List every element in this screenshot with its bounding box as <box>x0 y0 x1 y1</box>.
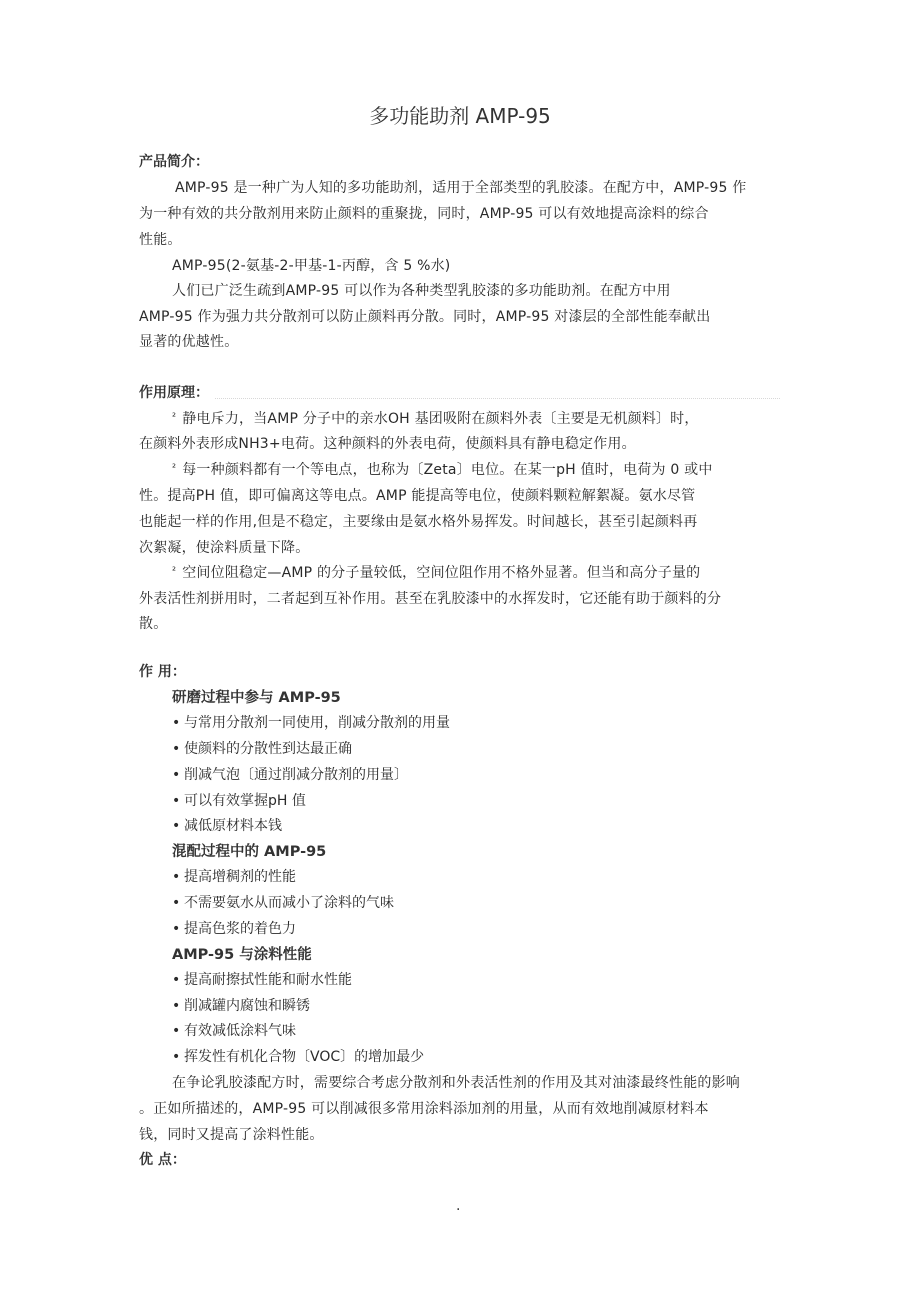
principle-p2-line3: 也能起一样的作用,但是不稳定，主要缘由是氨水格外易挥发。时间越长，甚至引起颜料再 <box>139 514 698 530</box>
intro-p3-line1: 人们已广泛生疏到AMP-95 可以作为各种类型乳胶漆的多功能助剂。在配方中用 <box>172 283 671 299</box>
intro-heading: 产品简介： <box>139 154 209 170</box>
list-item: • 削减罐内腐蚀和瞬锈 <box>172 998 310 1014</box>
intro-p1-line3: 性能。 <box>139 232 182 248</box>
group-performance-title: AMP-95 与涂料性能 <box>172 947 312 963</box>
list-item: • 提高增稠剂的性能 <box>172 869 296 885</box>
principle-p3-line2: 外表活性剂拼用时，二者起到互补作用。甚至在乳胶漆中的水挥发时，它还能有助于颜料的分 <box>139 591 722 607</box>
list-item: • 挥发性有机化合物〔VOC〕的增加最少 <box>172 1049 425 1065</box>
list-item: • 与常用分散剂一同使用，削减分散剂的用量 <box>172 715 450 731</box>
page-footer-mark: . <box>456 1198 461 1214</box>
document-title: 多功能助剂 AMP-95 <box>369 104 551 128</box>
summary-line2: 。正如所描述的，AMP-95 可以削减很多常用涂料添加剂的用量，从而有效地削减原材料本 <box>139 1101 709 1117</box>
principle-p2-line4: 次絮凝，使涂料质量下降。 <box>139 540 310 556</box>
principle-p2-line2: 性。提高PH 值，即可偏离这等电点。AMP 能提高等电位，使颜料颗粒解絮凝。氨水尽管 <box>139 488 696 504</box>
list-item: • 提高耐擦拭性能和耐水性能 <box>172 972 352 988</box>
dotted-divider <box>215 398 780 399</box>
intro-p3-line2: AMP-95 作为强力共分散剂可以防止颜料再分散。同时，AMP-95 对漆层的全部性能奉献出 <box>139 309 711 325</box>
principle-p1-line2: 在颜料外表形成NH3+电荷。这种颜料的外表电荷，使颜料具有静电稳定作用。 <box>139 436 636 452</box>
intro-p1-line2: 为一种有效的共分散剂用来防止颜料的重聚拢，同时，AMP-95 可以有效地提高涂料的综合 <box>139 206 709 222</box>
group-mixing-title: 混配过程中的 AMP-95 <box>172 844 327 860</box>
function-heading: 作 用： <box>139 664 186 680</box>
list-item: • 不需要氨水从而减小了涂料的气味 <box>172 895 394 911</box>
principle-p3-line3: 散。 <box>139 616 168 632</box>
list-item: • 减低原材料本钱 <box>172 818 282 834</box>
list-item: • 提高色浆的着色力 <box>172 921 296 937</box>
principle-p3-line1: $^{^2}$ 空间位阻稳定—AMP 的分子量较低，空间位阻作用不格外显著。但当和高分子量的 <box>172 565 701 581</box>
principle-p2-line1: $^{^2}$ 每一种颜料都有一个等电点，也称为〔Zeta〕电位。在某一pH 值时，电荷为 0 或中 <box>172 462 713 478</box>
list-item: • 削减气泡〔通过削减分散剂的用量〕 <box>172 767 408 783</box>
list-item: • 可以有效掌握pH 值 <box>172 793 306 809</box>
principle-heading: 作用原理： <box>139 385 209 401</box>
group-grinding-title: 研磨过程中参与 AMP-95 <box>172 690 341 706</box>
summary-line3: 钱，同时又提高了涂料性能。 <box>139 1127 324 1143</box>
list-item: • 使颜料的分散性到达最正确 <box>172 741 352 757</box>
summary-line1: 在争论乳胶漆配方时，需要综合考虑分散剂和外表活性剂的作用及其对油漆最终性能的影响 <box>172 1075 740 1091</box>
list-item: • 有效减低涂料气味 <box>172 1023 296 1039</box>
intro-p1-line1: AMP-95 是一种广为人知的多功能助剂，适用于全部类型的乳胶漆。在配方中，AMP-95 作 <box>175 180 747 196</box>
intro-p2: AMP-95(2-氨基-2-甲基-1-丙醇，含 5 %水) <box>172 258 451 274</box>
advantages-heading: 优 点： <box>139 1152 186 1168</box>
principle-p1-line1: $^{^2}$ 静电斥力，当AMP 分子中的亲水OH 基团吸附在颜料外表〔主要是无机颜料〕时， <box>172 411 699 427</box>
intro-p3-line3: 显著的优越性。 <box>139 334 239 350</box>
